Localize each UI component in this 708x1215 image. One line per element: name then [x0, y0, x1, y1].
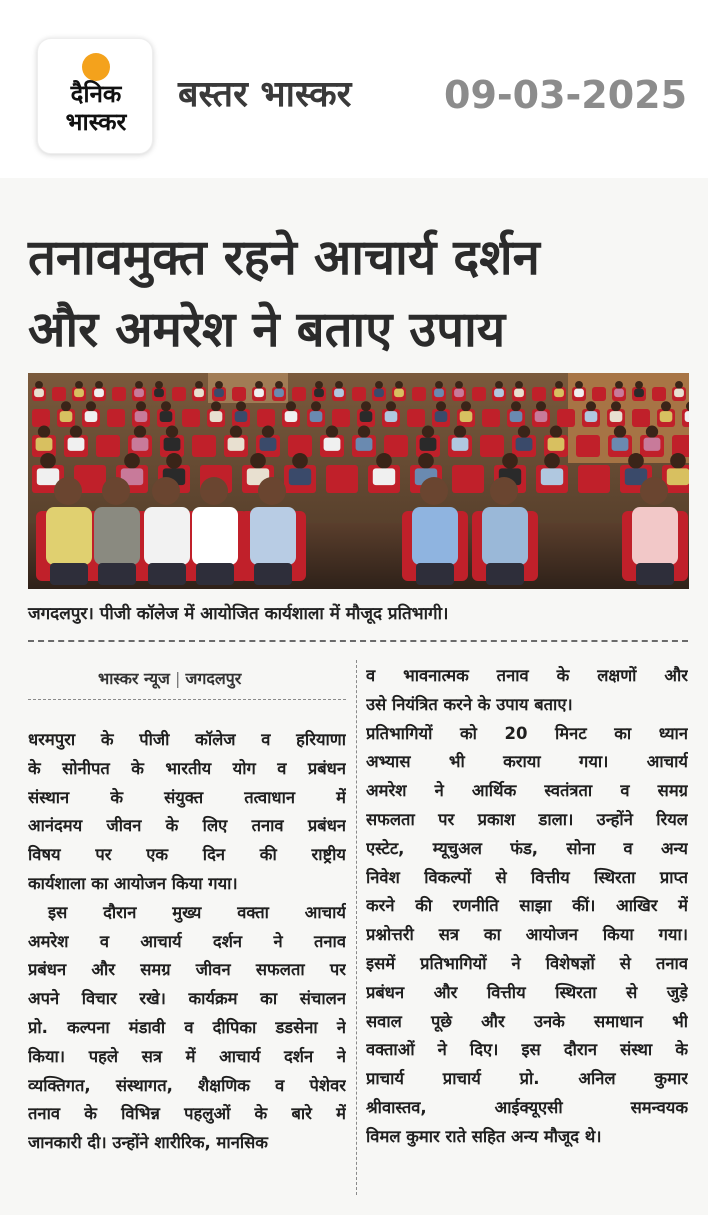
attendee-body: [214, 389, 224, 397]
attendee-body: [154, 389, 164, 397]
attendee-head: [35, 381, 43, 389]
attendee-body: [310, 411, 323, 422]
article-line: एस्टेट, म्यूचुअल फंड, सोना व अन्य: [366, 838, 688, 858]
auditorium-seat: [292, 387, 306, 401]
speaker-head: [490, 477, 518, 505]
attendee-body: [610, 411, 623, 422]
attendee-head: [661, 401, 671, 411]
auditorium-seat: [472, 387, 486, 401]
attendee-head: [155, 381, 163, 389]
article-line: निवेश विकल्पों से वित्तीय स्थिरता प्राप्त: [366, 867, 688, 887]
speaker-head: [200, 477, 228, 505]
attendee-head: [544, 453, 560, 469]
headline-line-2: और अमरेश ने बताए उपाय: [28, 301, 506, 358]
attendee-head: [454, 426, 466, 438]
attendee-head: [515, 381, 523, 389]
speaker-head: [258, 477, 286, 505]
auditorium-seat: [257, 409, 275, 427]
attendee-body: [164, 438, 181, 451]
attendee-head: [230, 426, 242, 438]
article-line: प्रश्नोत्तरी सत्र का आयोजन किया गया।: [366, 925, 688, 945]
article-line: इसमें प्रतिभागियों ने विशेषज्ञों से तनाव: [366, 953, 688, 973]
article-line: तनाव के विभिन्न पहलुओं के बारे में: [28, 1104, 346, 1124]
attendee-body: [554, 389, 564, 397]
attendee-head: [335, 381, 343, 389]
attendee-body: [135, 411, 148, 422]
attendee-head: [502, 453, 518, 469]
attendee-body: [132, 438, 149, 451]
edition-name: बस्तर भास्कर: [178, 74, 352, 115]
attendee-head: [536, 401, 546, 411]
article-line: करने की रणनीति साझा कीं। आखिर में: [366, 896, 688, 916]
attendee-head: [166, 453, 182, 469]
speaker-body: [144, 507, 190, 565]
attendee-body: [614, 389, 624, 397]
attendee-body: [667, 468, 689, 485]
attendee-head: [550, 426, 562, 438]
attendee-body: [360, 411, 373, 422]
article-line: अभ्यास भी कराया गया। आचार्य: [366, 752, 688, 772]
attendee-body: [510, 411, 523, 422]
article-line: अमरेश व आचार्य दर्शन ने तनाव: [28, 931, 346, 951]
auditorium-seat: [557, 409, 575, 427]
speaker-legs: [98, 563, 136, 585]
attendee-head: [386, 401, 396, 411]
attendee-body: [37, 468, 59, 485]
attendee-body: [74, 389, 84, 397]
article-line: आनंदमय जीवन के लिए तनाव प्रबंधन: [28, 816, 346, 836]
speaker-head: [640, 477, 668, 505]
article-line: धरमपुरा के पीजी कॉलेज व हरियाणा: [28, 730, 346, 749]
attendee-head: [422, 426, 434, 438]
attendee-body: [60, 411, 73, 422]
attendee-body: [285, 411, 298, 422]
article-line: विषय पर एक दिन की राष्ट्रीय: [28, 845, 346, 865]
speaker-head: [102, 477, 130, 505]
attendee-body: [685, 411, 689, 422]
attendee-head: [286, 401, 296, 411]
attendee-body: [435, 411, 448, 422]
attendee-body: [454, 389, 464, 397]
attendee-body: [674, 389, 684, 397]
attendee-body: [194, 389, 204, 397]
attendee-head: [124, 453, 140, 469]
attendee-body: [541, 468, 563, 485]
article-line: प्रो. कल्पना मंडावी व दीपिका डडसेना ने: [28, 1017, 346, 1037]
article-line: उसे नियंत्रित करने के उपाय बताए।: [366, 694, 573, 714]
auditorium-seat: [632, 409, 650, 427]
attendee-body: [94, 389, 104, 397]
attendee-head: [461, 401, 471, 411]
attendee-body: [644, 438, 661, 451]
speaker-legs: [196, 563, 234, 585]
auditorium-seat: [532, 387, 546, 401]
auditorium-seat: [352, 387, 366, 401]
auditorium-seat: [578, 465, 610, 493]
article-line: संस्थान के संयुक्त तत्वाधान में: [28, 787, 346, 807]
article-line: सफलता पर प्रकाश डाला। उन्होंने रियल: [366, 809, 688, 829]
speaker-legs: [148, 563, 186, 585]
speaker-body: [632, 507, 678, 565]
article-line: अमरेश ने आर्थिक स्वतंत्रता व समग्र: [366, 781, 688, 801]
attendee-body: [514, 389, 524, 397]
auditorium-seat: [452, 465, 484, 493]
auditorium-seat: [112, 387, 126, 401]
attendee-head: [395, 381, 403, 389]
speaker-legs: [254, 563, 292, 585]
attendee-head: [215, 381, 223, 389]
attendee-body: [394, 389, 404, 397]
attendee-head: [518, 426, 530, 438]
attendee-head: [376, 453, 392, 469]
auditorium-seat: [576, 435, 600, 457]
speaker-head: [54, 477, 82, 505]
attendee-body: [374, 389, 384, 397]
attendee-head: [611, 401, 621, 411]
photo-illustration: [28, 373, 689, 589]
attendee-body: [334, 389, 344, 397]
auditorium-seat: [480, 435, 504, 457]
attendee-body: [460, 411, 473, 422]
attendee-head: [95, 381, 103, 389]
speaker-body: [250, 507, 296, 565]
attendee-body: [574, 389, 584, 397]
attendee-head: [670, 453, 686, 469]
speaker-legs: [50, 563, 88, 585]
attendee-body: [34, 389, 44, 397]
attendee-head: [40, 453, 56, 469]
attendee-head: [255, 381, 263, 389]
article-column-right: [366, 662, 688, 1152]
article-line: जानकारी दी। उन्होंने शारीरिक, मानसिक: [28, 1133, 268, 1153]
article-line: प्राचार्य प्राचार्य प्रो. अनिल कुमार: [366, 1069, 688, 1089]
auditorium-seat: [107, 409, 125, 427]
attendee-head: [628, 453, 644, 469]
attendee-body: [289, 468, 311, 485]
attendee-body: [612, 438, 629, 451]
attendee-head: [161, 401, 171, 411]
article-line: किया। पहले सत्र में आचार्य दर्शन ने: [28, 1046, 346, 1066]
speaker-legs: [416, 563, 454, 585]
article-line: अपने विचार रखे। कार्यक्रम का संचालन: [28, 989, 346, 1009]
attendee-body: [660, 411, 673, 422]
logo-text-line2: भास्कर: [65, 108, 127, 136]
attendee-head: [495, 381, 503, 389]
workshop-photo: [28, 373, 689, 589]
attendee-body: [324, 438, 341, 451]
byline: [98, 668, 241, 690]
article-line: के सोनीपत के भारतीय योग व प्रबंधन: [28, 758, 346, 778]
attendee-head: [375, 381, 383, 389]
attendee-head: [455, 381, 463, 389]
attendee-body: [68, 438, 85, 451]
article-column-left: [28, 726, 346, 1158]
auditorium-seat: [232, 387, 246, 401]
attendee-head: [646, 426, 658, 438]
logo-text-line1: दैनिक: [70, 80, 122, 108]
speaker-body: [192, 507, 238, 565]
article-line: व भावनात्मक तनाव के लक्षणों और: [366, 666, 688, 685]
attendee-body: [314, 389, 324, 397]
attendee-body: [36, 438, 53, 451]
article-line: सवाल पूछे और उनके समाधान भी: [366, 1011, 688, 1031]
attendee-body: [420, 438, 437, 451]
article-line: प्रबंधन और वित्तीय स्थिरता से जुड़े: [366, 982, 688, 1002]
article-line: इस दौरान मुख्य वक्ता आचार्य: [48, 902, 346, 922]
speaker-legs: [636, 563, 674, 585]
attendee-head: [86, 401, 96, 411]
attendee-head: [211, 401, 221, 411]
edition-date: 09-03-2025: [444, 73, 688, 117]
speaker-body: [412, 507, 458, 565]
byline-rule: [28, 699, 346, 700]
attendee-head: [38, 426, 50, 438]
attendee-head: [315, 381, 323, 389]
attendee-body: [548, 438, 565, 451]
attendee-head: [166, 426, 178, 438]
attendee-head: [675, 381, 683, 389]
attendee-head: [136, 401, 146, 411]
headline-line-1: तनावमुक्त रहने आचार्य दर्शन: [28, 229, 540, 286]
attendee-body: [254, 389, 264, 397]
attendee-head: [511, 401, 521, 411]
article-line: व्यक्तिगत, संस्थागत, शैक्षणिक व पेशेवर: [28, 1075, 346, 1095]
attendee-body: [235, 411, 248, 422]
attendee-head: [358, 426, 370, 438]
attendee-body: [373, 468, 395, 485]
attendee-head: [575, 381, 583, 389]
byline-separator: |: [169, 669, 186, 688]
auditorium-seat: [52, 387, 66, 401]
attendee-body: [160, 411, 173, 422]
sun-icon: [82, 53, 110, 81]
attendee-head: [70, 426, 82, 438]
article-line: वक्ताओं ने दिए। इस दौरान संस्था के: [366, 1040, 688, 1060]
speaker-body: [46, 507, 92, 565]
attendee-body: [634, 389, 644, 397]
attendee-head: [586, 401, 596, 411]
attendee-body: [516, 438, 533, 451]
byline-source: भास्कर न्यूज: [98, 669, 170, 688]
auditorium-seat: [326, 465, 358, 493]
speaker-head: [152, 477, 180, 505]
auditorium-seat: [384, 435, 408, 457]
attendee-body: [274, 389, 284, 397]
attendee-head: [135, 381, 143, 389]
article-line: श्रीवास्तव, आईक्यूएसी समन्वयक: [366, 1097, 688, 1117]
attendee-head: [555, 381, 563, 389]
attendee-head: [615, 381, 623, 389]
attendee-body: [585, 411, 598, 422]
attendee-head: [275, 381, 283, 389]
attendee-body: [260, 438, 277, 451]
attendee-body: [134, 389, 144, 397]
attendee-head: [75, 381, 83, 389]
attendee-body: [494, 389, 504, 397]
attendee-head: [262, 426, 274, 438]
attendee-head: [61, 401, 71, 411]
speaker-body: [482, 507, 528, 565]
auditorium-seat: [192, 435, 216, 457]
attendee-head: [236, 401, 246, 411]
auditorium-seat: [407, 409, 425, 427]
column-separator: [356, 660, 357, 1195]
attendee-body: [210, 411, 223, 422]
attendee-head: [134, 426, 146, 438]
attendee-body: [535, 411, 548, 422]
attendee-body: [85, 411, 98, 422]
speaker-body: [94, 507, 140, 565]
speaker-legs: [486, 563, 524, 585]
attendee-head: [292, 453, 308, 469]
section-divider: [28, 640, 688, 642]
auditorium-seat: [412, 387, 426, 401]
auditorium-seat: [592, 387, 606, 401]
attendee-body: [452, 438, 469, 451]
attendee-head: [436, 401, 446, 411]
article-line: प्रबंधन और समग्र जीवन सफलता पर: [28, 960, 346, 980]
attendee-body: [356, 438, 373, 451]
auditorium-seat: [96, 435, 120, 457]
attendee-head: [614, 426, 626, 438]
auditorium-seat: [32, 409, 50, 427]
auditorium-seat: [182, 409, 200, 427]
article-line: प्रतिभागियों को 20 मिनट का ध्यान: [366, 723, 688, 743]
attendee-head: [418, 453, 434, 469]
auditorium-seat: [332, 409, 350, 427]
attendee-head: [195, 381, 203, 389]
auditorium-seat: [172, 387, 186, 401]
article-line: विमल कुमार राते सहित अन्य मौजूद थे।: [366, 1126, 602, 1146]
attendee-head: [635, 381, 643, 389]
auditorium-seat: [652, 387, 666, 401]
speaker-head: [420, 477, 448, 505]
attendee-head: [250, 453, 266, 469]
attendee-body: [385, 411, 398, 422]
attendee-body: [228, 438, 245, 451]
attendee-head: [361, 401, 371, 411]
byline-location: जगदलपुर: [185, 669, 242, 688]
attendee-body: [434, 389, 444, 397]
attendee-head: [326, 426, 338, 438]
header-bar: [0, 0, 708, 178]
photo-caption: जगदलपुर। पीजी कॉलेज में आयोजित कार्यशाला में मौजूद प्रतिभागी।: [28, 604, 449, 624]
attendee-head: [435, 381, 443, 389]
attendee-head: [311, 401, 321, 411]
auditorium-seat: [482, 409, 500, 427]
dainik-bhaskar-logo: [37, 38, 153, 154]
article-line: कार्यशाला का आयोजन किया गया।: [28, 873, 238, 893]
